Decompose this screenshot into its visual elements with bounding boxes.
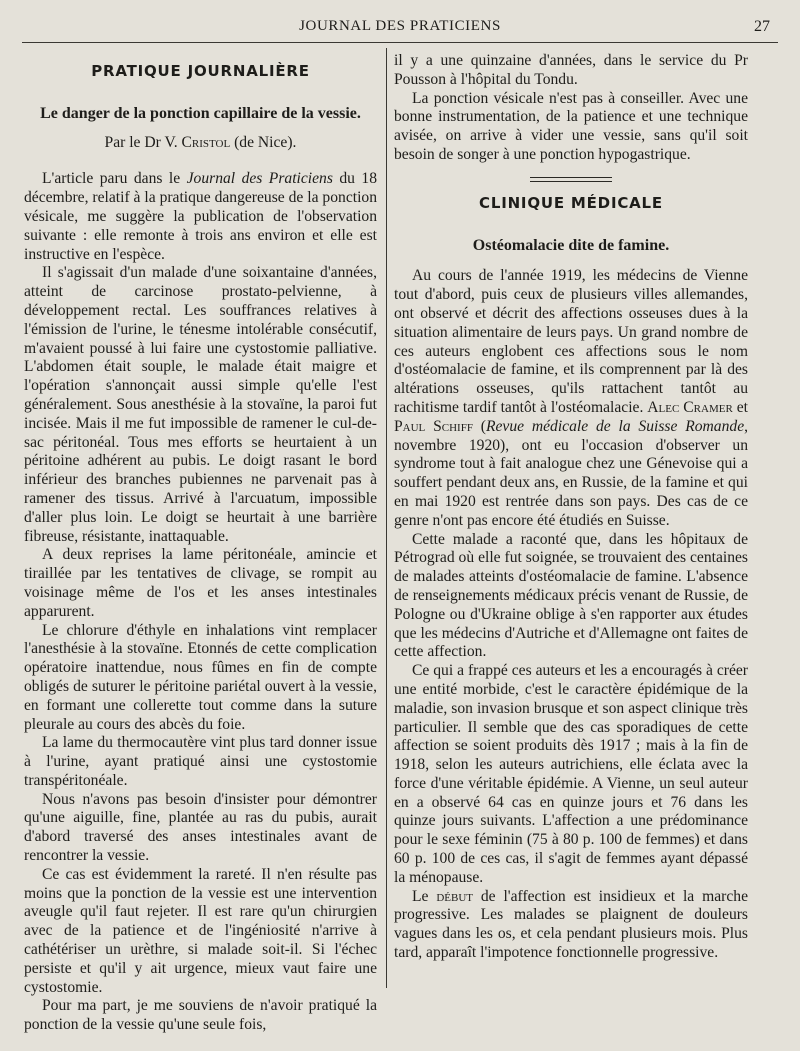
paragraph: Ce cas est évidemment la rareté. Il n'en résulte pas moins que la ponction de la vessie est une intervention aveugle qu'il faut rejeter. Il est rare qu'un chirurgien avec de la patience et de l'ingéniosité n'arrive à cathétériser un urèthre, si malade soit-il. Si l'échec persiste et qu'il y ait urgence, mieux vaut faire une cystostomie. bbox=[24, 865, 377, 996]
paragraph: Cette malade a raconté que, dans les hôpitaux de Pétrograd où elle fut soignée, se trouvaient des centaines de malades atteints d'ostéomalacie de famine. L'absence de renseignements médicaux précis venant de Russie, de Pologne ou d'Ukraine oblige à s'en rapporter aux études que les médecins d'Autriche et d'Allemagne ont faites de cette affection. bbox=[394, 530, 748, 661]
section-heading-clinique: CLINIQUE MÉDICALE bbox=[479, 193, 663, 212]
journal-title: JOURNAL DES PRATICIENS bbox=[299, 18, 501, 34]
journal-reference: Journal des Praticiens bbox=[186, 170, 333, 188]
emphasis-debut: début bbox=[436, 887, 473, 905]
section-separator bbox=[530, 177, 612, 182]
journal-reference: Revue médicale de la Suisse Romande bbox=[485, 417, 745, 435]
page-number: 27 bbox=[754, 18, 770, 35]
article-title-ponction: Le danger de la ponction capillaire de la vessie. bbox=[40, 104, 361, 122]
paragraph: Ce qui a frappé ces auteurs et les a encouragés à créer une entité morbide, c'est le caractère épidémique de la maladie, son invasion brusque et son aspect clinique très particulier. Il semble que des cas sporadiques de cette affection se soient produits dès 1917 ; mais à la fin de 1918, selon les auteurs autrichiens, elle éclata avec la force d'une véritable épidémie. A Vienne, un seul auteur en a observé 64 cas en quinze jours et 76 dans les quinze jours suivants. L'affection a une prédominance pour le sexe féminin (75 à 80 p. 100 de femmes) et dans 60 p. 100 de ces cas, il s'agit de femmes ayant dépassé la ménopause. bbox=[394, 662, 748, 886]
paragraph: Le début de l'affection est insidieux et la marche progressive. Les malades se plaignent de douleurs vagues dans les os, et cela pendant plusieurs mois. Plus tard, apparaît l'impotence fonctionnelle progressive. bbox=[394, 887, 748, 962]
paragraph: La ponction vésicale n'est pas à conseiller. Avec une bonne instrumentation, de la patience et une technique avisée, on arrive à vider une vessie, sans qu'il soit besoin de songer à une ponction hypogastrique. bbox=[394, 89, 748, 163]
paragraph: Pour ma part, je me souviens de n'avoir pratiqué la ponction de la vessie qu'une seule fois, bbox=[24, 997, 377, 1034]
paragraph: L'article paru dans le Journal des Praticiens du 18 décembre, relatif à la pratique dangereuse de la ponction vésicale, me suggère la publication de l'observation suivante : elle remonte à trois ans environ et elle est instructive en l'espèce. bbox=[24, 170, 377, 263]
author-name: Cristol bbox=[181, 133, 231, 151]
left-column bbox=[24, 52, 377, 1035]
paragraph: Il s'agissait d'un malade d'une soixantaine d'années, atteint de carcinose prostato-pelvienne, à développement rectal. Les souffrances relatives à l'émission de l'urine, le ténesme intolérable consécutif, m'avaient poussé à lui faire une cystostomie palliative. L'abdomen était souple, le malade était maigre et l'opération s'annonçait aussi simple qu'elle l'est généralement. Sous anesthésie à la stovaïne, la paroi fut incisée. Mais il me fut impossible de ramener le cul-de-sac péritonéal. Tous mes efforts se heurtaient à un péritoine adhérent au pubis. Le doigt rasant le bord inférieur des branches pubiennes ne parvenait pas à ramener des tissus. Arrivé à l'arcuatum, impossible d'aller plus loin. Le doigt se heurtait à une barrière fibreuse, résistante, inattaquable. bbox=[24, 264, 377, 545]
column-divider bbox=[386, 48, 387, 988]
right-column bbox=[394, 52, 748, 963]
paragraph-continued: il y a une quinzaine d'années, dans le service du Pr Pousson à l'hôpital du Tondu. bbox=[394, 52, 748, 88]
paragraph: Nous n'avons pas besoin d'insister pour démontrer qu'une aiguille, fine, plantée au ras du pubis, aurait d'abord traversé des anses intestinales avant de rencontrer la vessie. bbox=[24, 790, 377, 865]
byline: Par le Dr V. Cristol (de Nice). bbox=[104, 133, 297, 151]
author-name: Alec Cramer bbox=[647, 398, 733, 416]
article-title-osteomalacie: Ostéomalacie dite de famine. bbox=[472, 236, 670, 254]
paragraph: Le chlorure d'éthyle en inhalations vint remplacer l'anesthésie à la stovaïne. Etonnés de cette complication opératoire inattendue, nous fûmes en fin de compte obligés de suturer le péritoine pariétal ouvert à la vessie, en formant une collerette tout comme dans la suture pleurale au cours des abcès du foie. bbox=[24, 621, 377, 733]
paragraph: La lame du thermocautère vint plus tard donner issue à l'urine, ayant pratiqué ainsi une cystostomie transpéritonéale. bbox=[24, 734, 377, 789]
author-name: Paul Schiff bbox=[394, 417, 473, 435]
running-head bbox=[22, 14, 778, 43]
section-heading-pratique: PRATIQUE JOURNALIÈRE bbox=[91, 62, 310, 80]
paragraph: A deux reprises la lame péritonéale, amincie et tiraillée par les tentatives de clivage, se rompit au voisinage même de l'os et les anses intestinales apparurent. bbox=[24, 546, 377, 620]
paragraph: Au cours de l'année 1919, les médecins de Vienne tout d'abord, puis ceux de plusieurs villes allemandes, ont observé et décrit des affections osseuses dues à la situation alimentaire de leurs pays. Un grand nombre de ces auteurs englobent ces affections sous le nom d'ostéomalacie de famine, et ils comprennent par là des altérations osseuses, qu'ils rattachent tantôt au rachitisme tardif tantôt à l'ostéomalacie. Alec Cramer et Paul Schiff (Revue médicale de la Suisse Romande, novembre 1920), ont eu l'occasion d'observer un syndrome tout à fait analogue chez une Génevoise qui a souffert pendant deux ans, en Russie, de la famine et qui en mai 1920 est rentrée dans son pays. Des cas de ce genre n'ont pas encore été étudiés en Suisse. bbox=[394, 267, 749, 529]
